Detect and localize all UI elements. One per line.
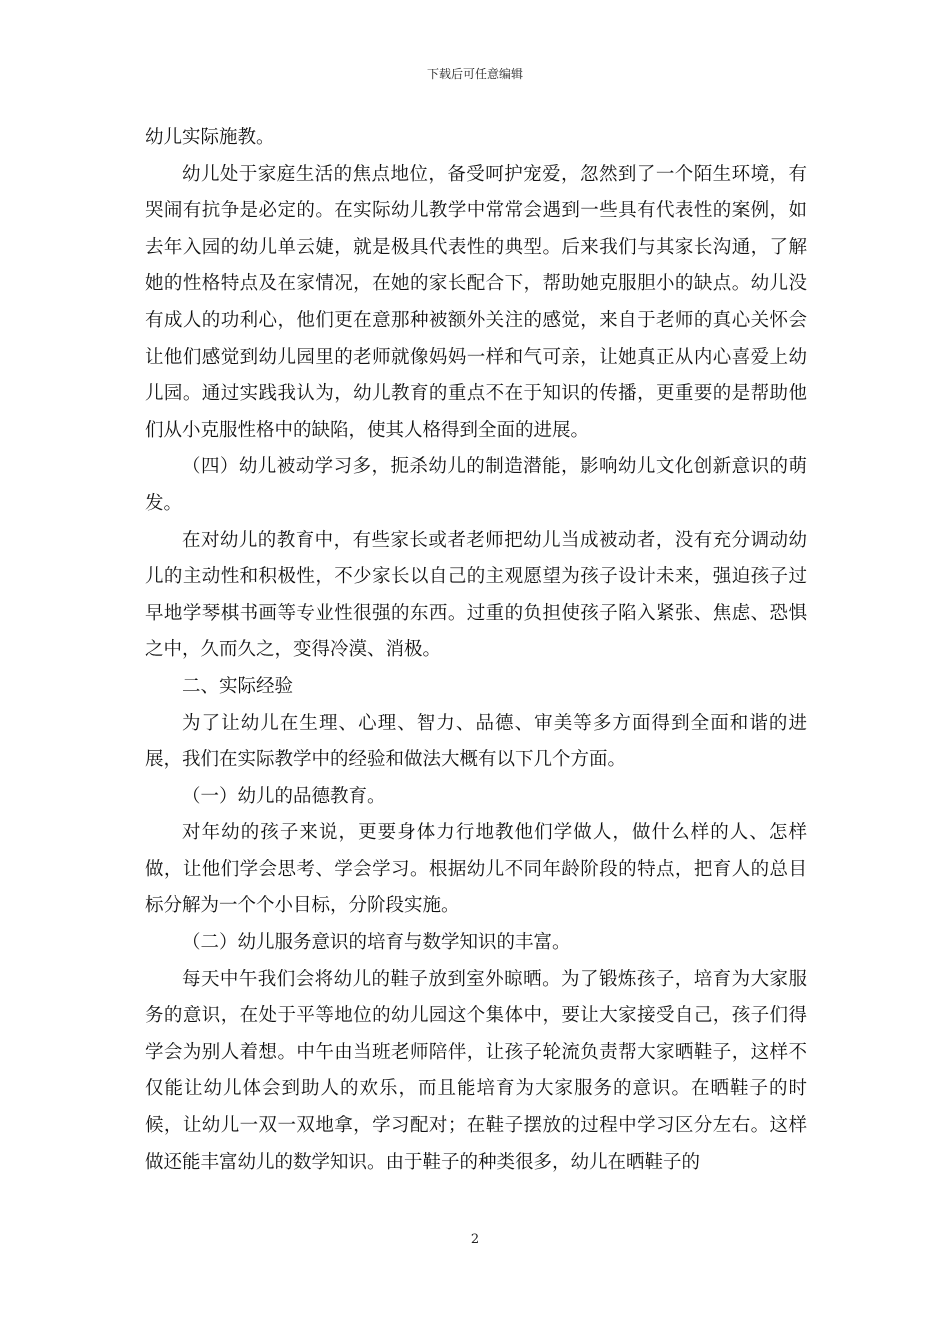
paragraph: 每天中午我们会将幼儿的鞋子放到室外晾晒。为了锻炼孩子，培育为大家服务的意识，在处于平等地位的幼儿园这个集体中，要让大家接受自己，孩子们得学会为别人着想。中午由当班老师陪伴，让孩子轮流负责帮大家晒鞋子，这样不仅能让幼儿体会到助人的欢乐，而且能培育为大家服务的意识。在晒鞋子的时候，让幼儿一双一双地拿，学习配对；在鞋子摆放的过程中学习区分左右。这样做还能丰富幼儿的数学知识。由于鞋子的种类很多，幼儿在晒鞋子的 [145, 968, 807, 1173]
paragraph: 在对幼儿的教育中，有些家长或者老师把幼儿当成被动者，没有充分调动幼儿的主动性和积极性，不少家长以自己的主观愿望为孩子设计未来，强迫孩子过早地学琴棋书画等专业性很强的东西。过重的负担使孩子陷入紧张、焦虑、恐惧之中，久而久之，变得冷漠、消极。 [145, 529, 807, 661]
section-heading: （二）幼儿服务意识的培育与数学知识的丰富。 [182, 932, 571, 954]
paragraph: 为了让幼儿在生理、心理、智力、品德、审美等多方面得到全面和谐的进展，我们在实际教学中的经验和做法大概有以下几个方面。 [145, 712, 807, 771]
section-heading: 二、实际经验 [182, 675, 294, 697]
paragraph: 幼儿处于家庭生活的焦点地位，备受呵护宠爱，忽然到了一个陌生环境，有哭闹有抗争是必定的。在实际幼儿教学中常常会遇到一些具有代表性的案例，如去年入园的幼儿单云婕，就是极具代表性的典型。后来我们与其家长沟通，了解她的性格特点及在家情况，在她的家长配合下，帮助她克服胆小的缺点。幼儿没有成人的功利心，他们更在意那种被额外关注的感觉，来自于老师的真心关怀会让他们感觉到幼儿园里的老师就像妈妈一样和气可亲，让她真正从内心喜爱上幼儿园。通过实践我认为，幼儿教育的重点不在于知识的传播，更重要的是帮助他们从小克服性格中的缺陷，使其人格得到全面的进展。 [145, 163, 807, 441]
document-body [145, 120, 807, 1181]
section-heading: （一）幼儿的品德教育。 [182, 785, 386, 807]
paragraph: 对年幼的孩子来说，更要身体力行地教他们学做人，做什么样的人、怎样做，让他们学会思考、学会学习。根据幼儿不同年龄阶段的特点，把育人的总目标分解为一个个小目标，分阶段实施。 [145, 822, 807, 917]
section-heading: （四）幼儿被动学习多，扼杀幼儿的制造潜能，影响幼儿文化创新意识的萌发。 [145, 456, 807, 514]
paragraph: 幼儿实际施教。 [145, 127, 275, 148]
page-number: 2 [470, 1232, 480, 1247]
page-header: 下载后可任意编辑 [426, 67, 523, 81]
